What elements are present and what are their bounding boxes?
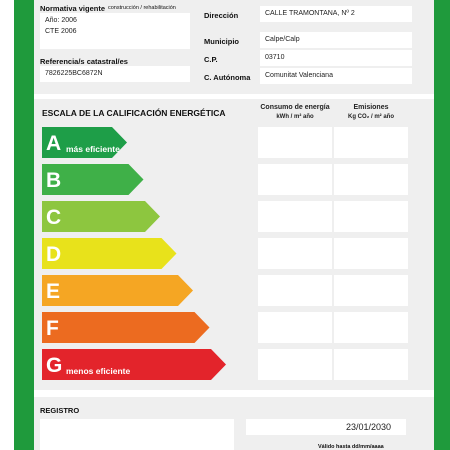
consumo-cell-g	[258, 349, 332, 380]
class-letter-c: C	[46, 206, 62, 229]
consumo-cell-b	[258, 164, 332, 195]
class-letter-a: A	[46, 132, 62, 155]
autonoma-value: Comunitat Valenciana	[265, 72, 333, 79]
registro-label: REGISTRO	[40, 406, 80, 415]
municipio-label: Municipio	[204, 37, 239, 46]
cp-value: 03710	[265, 54, 285, 61]
class-letter-d: D	[46, 243, 62, 266]
autonoma-label: C. Autónoma	[204, 73, 251, 82]
valid-until-caption: Válido hasta dd/mm/aaaa	[318, 444, 384, 450]
emisiones-cell-g	[334, 349, 408, 380]
consumo-header: Consumo de energía	[260, 104, 330, 111]
scale-title: ESCALA DE LA CALIFICACIÓN ENERGÉTICA	[42, 108, 226, 118]
emisiones-cell-f	[334, 312, 408, 343]
cp-label: C.P.	[204, 55, 218, 64]
normativa-label: Normativa vigente	[40, 4, 106, 13]
emisiones-unit: Kg CO₂ / m² año	[348, 114, 394, 120]
class-letter-g: G	[46, 354, 63, 377]
normativa-code: CTE 2006	[45, 28, 77, 35]
class-letter-f: F	[46, 317, 59, 340]
class-letter-b: B	[46, 169, 62, 192]
valid-until-date: 23/01/2030	[346, 422, 392, 432]
referencia-value: 7826225BC6872N	[45, 70, 103, 77]
normativa-year: Año: 2006	[45, 17, 77, 24]
emisiones-header: Emisiones	[353, 104, 389, 111]
registro-box	[40, 419, 234, 450]
emisiones-cell-e	[334, 275, 408, 306]
consumo-cell-f	[258, 312, 332, 343]
consumo-rating-value: 109	[288, 279, 324, 302]
emisiones-rating-value: 19	[376, 242, 400, 265]
class-desc-g: menos eficiente	[66, 366, 131, 376]
referencia-label: Referencia/s catastral/es	[40, 57, 128, 66]
consumo-cell-d	[258, 238, 332, 269]
class-arrow-f	[42, 312, 210, 343]
consumo-unit: kWh / m² año	[276, 114, 314, 120]
class-desc-a: más eficiente	[66, 144, 120, 154]
emisiones-cell-c	[334, 201, 408, 232]
municipio-value: Calpe/Calp	[265, 36, 300, 43]
class-letter-e: E	[46, 280, 61, 303]
class-arrow-d	[42, 238, 177, 269]
consumo-cell-c	[258, 201, 332, 232]
direccion-value: CALLE TRAMONTANA, Nº 2	[265, 10, 355, 17]
emisiones-cell-a	[334, 127, 408, 158]
normativa-sub-label: construcción / rehabilitación	[108, 5, 176, 11]
class-arrow-e	[42, 275, 193, 306]
direccion-label: Dirección	[204, 11, 239, 20]
emisiones-cell-b	[334, 164, 408, 195]
consumo-cell-a	[258, 127, 332, 158]
